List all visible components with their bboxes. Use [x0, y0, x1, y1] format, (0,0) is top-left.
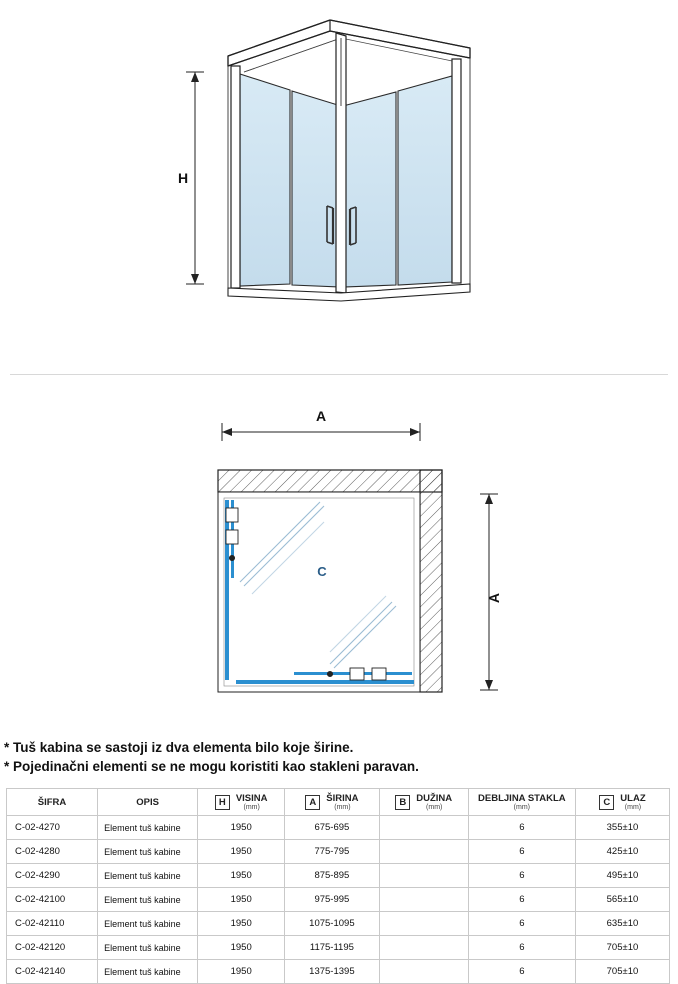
table-header-row [7, 789, 670, 816]
cell-duzina [379, 864, 468, 888]
cell-sifra: C-02-4270 [7, 816, 98, 840]
cell-sifra: C-02-42120 [7, 936, 98, 960]
cell-sifra: C-02-42100 [7, 888, 98, 912]
header-sifra: ŠIFRA [7, 789, 98, 816]
header-ulaz [575, 789, 669, 816]
notes-block [4, 738, 674, 776]
entrance-c-label: C [317, 564, 327, 579]
cell-sirina: 1075-1095 [285, 912, 379, 936]
cell-visina: 1950 [198, 960, 285, 984]
cell-sirina: 1375-1395 [285, 960, 379, 984]
cell-visina: 1950 [198, 888, 285, 912]
cell-duzina [379, 936, 468, 960]
cell-duzina [379, 912, 468, 936]
header-debljina-label: DEBLJINA STAKLA [478, 792, 566, 804]
product-specification-table [6, 788, 670, 984]
header-opis: OPIS [98, 789, 198, 816]
table-row [7, 816, 670, 840]
cell-duzina [379, 960, 468, 984]
table-row [7, 960, 670, 984]
dimension-h-label: H [177, 170, 189, 186]
cell-opis: Element tuš kabine [98, 888, 198, 912]
cell-debljina: 6 [468, 960, 575, 984]
header-visina-unit: (mm) [243, 803, 260, 811]
dimension-a-top [222, 423, 420, 441]
dimension-a-top-label: A [315, 408, 327, 424]
cell-opis: Element tuš kabine [98, 840, 198, 864]
cell-visina: 1950 [198, 816, 285, 840]
enclosure-plan-svg [0, 382, 678, 732]
cell-debljina: 6 [468, 888, 575, 912]
cell-sifra: C-02-42110 [7, 912, 98, 936]
enclosure-top-frame [228, 20, 470, 66]
header-duzina-label: DUŽINA [416, 792, 453, 804]
glass-door-right-sliding [343, 92, 396, 287]
box-letter-h: H [215, 795, 230, 810]
header-debljina-stakla [468, 789, 575, 816]
cell-visina: 1950 [198, 936, 285, 960]
enclosure-footprint [218, 492, 420, 692]
cell-sifra: C-02-4290 [7, 864, 98, 888]
cell-sirina: 875-895 [285, 864, 379, 888]
dimension-a-right [480, 494, 498, 690]
cell-ulaz: 705±10 [575, 960, 669, 984]
table-row [7, 840, 670, 864]
box-letter-c: C [599, 795, 614, 810]
cell-duzina [379, 816, 468, 840]
cell-debljina: 6 [468, 912, 575, 936]
glass-door-left-sliding [292, 91, 341, 287]
cell-opis: Element tuš kabine [98, 816, 198, 840]
shower-enclosure-3d-view [0, 0, 678, 362]
cell-sirina: 675-695 [285, 816, 379, 840]
section-divider [10, 374, 668, 375]
cell-sirina: 975-995 [285, 888, 379, 912]
cell-ulaz: 355±10 [575, 816, 669, 840]
header-sirina-label: ŠIRINA [326, 792, 359, 804]
header-ulaz-label: ULAZ [620, 792, 646, 804]
cell-opis: Element tuš kabine [98, 936, 198, 960]
cell-debljina: 6 [468, 816, 575, 840]
cell-opis: Element tuš kabine [98, 912, 198, 936]
header-ulaz-unit: (mm) [624, 803, 642, 811]
box-letter-a: A [305, 795, 320, 810]
glass-panel-right-fixed [398, 76, 452, 285]
note-line-1: * Tuš kabina se sastoji iz dva elementa bilo koje širine. [4, 740, 354, 755]
cell-sirina: 775-795 [285, 840, 379, 864]
cell-ulaz: 565±10 [575, 888, 669, 912]
wall-right [420, 470, 442, 692]
table-row [7, 864, 670, 888]
header-sirina [285, 789, 379, 816]
header-visina [198, 789, 285, 816]
cell-visina: 1950 [198, 840, 285, 864]
table-row [7, 888, 670, 912]
cell-sifra: C-02-4280 [7, 840, 98, 864]
cell-opis: Element tuš kabine [98, 960, 198, 984]
cell-visina: 1950 [198, 912, 285, 936]
cell-duzina [379, 840, 468, 864]
table-row [7, 936, 670, 960]
note-line-2: * Pojedinačni elementi se ne mogu koristiti kao stakleni paravan. [4, 759, 419, 774]
header-sirina-unit: (mm) [334, 803, 351, 811]
header-visina-label: VISINA [235, 792, 268, 804]
cell-debljina: 6 [468, 864, 575, 888]
table-row [7, 912, 670, 936]
cell-debljina: 6 [468, 936, 575, 960]
cell-sifra: C-02-42140 [7, 960, 98, 984]
cell-visina: 1950 [198, 864, 285, 888]
box-letter-b: B [395, 795, 410, 810]
cell-debljina: 6 [468, 840, 575, 864]
dimension-h [186, 72, 204, 284]
enclosure-3d-svg [0, 0, 678, 362]
glass-panel-left-fixed [240, 74, 290, 286]
cell-ulaz: 425±10 [575, 840, 669, 864]
shower-enclosure-plan-view [0, 382, 678, 732]
dimension-a-right-label: A [486, 592, 502, 604]
header-duzina [379, 789, 468, 816]
cell-ulaz: 705±10 [575, 936, 669, 960]
cell-ulaz: 495±10 [575, 864, 669, 888]
header-debljina-unit: (mm) [513, 803, 530, 811]
cell-duzina [379, 888, 468, 912]
cell-ulaz: 635±10 [575, 912, 669, 936]
cell-opis: Element tuš kabine [98, 864, 198, 888]
wall-top [218, 470, 442, 492]
cell-sirina: 1175-1195 [285, 936, 379, 960]
header-duzina-unit: (mm) [426, 803, 443, 811]
